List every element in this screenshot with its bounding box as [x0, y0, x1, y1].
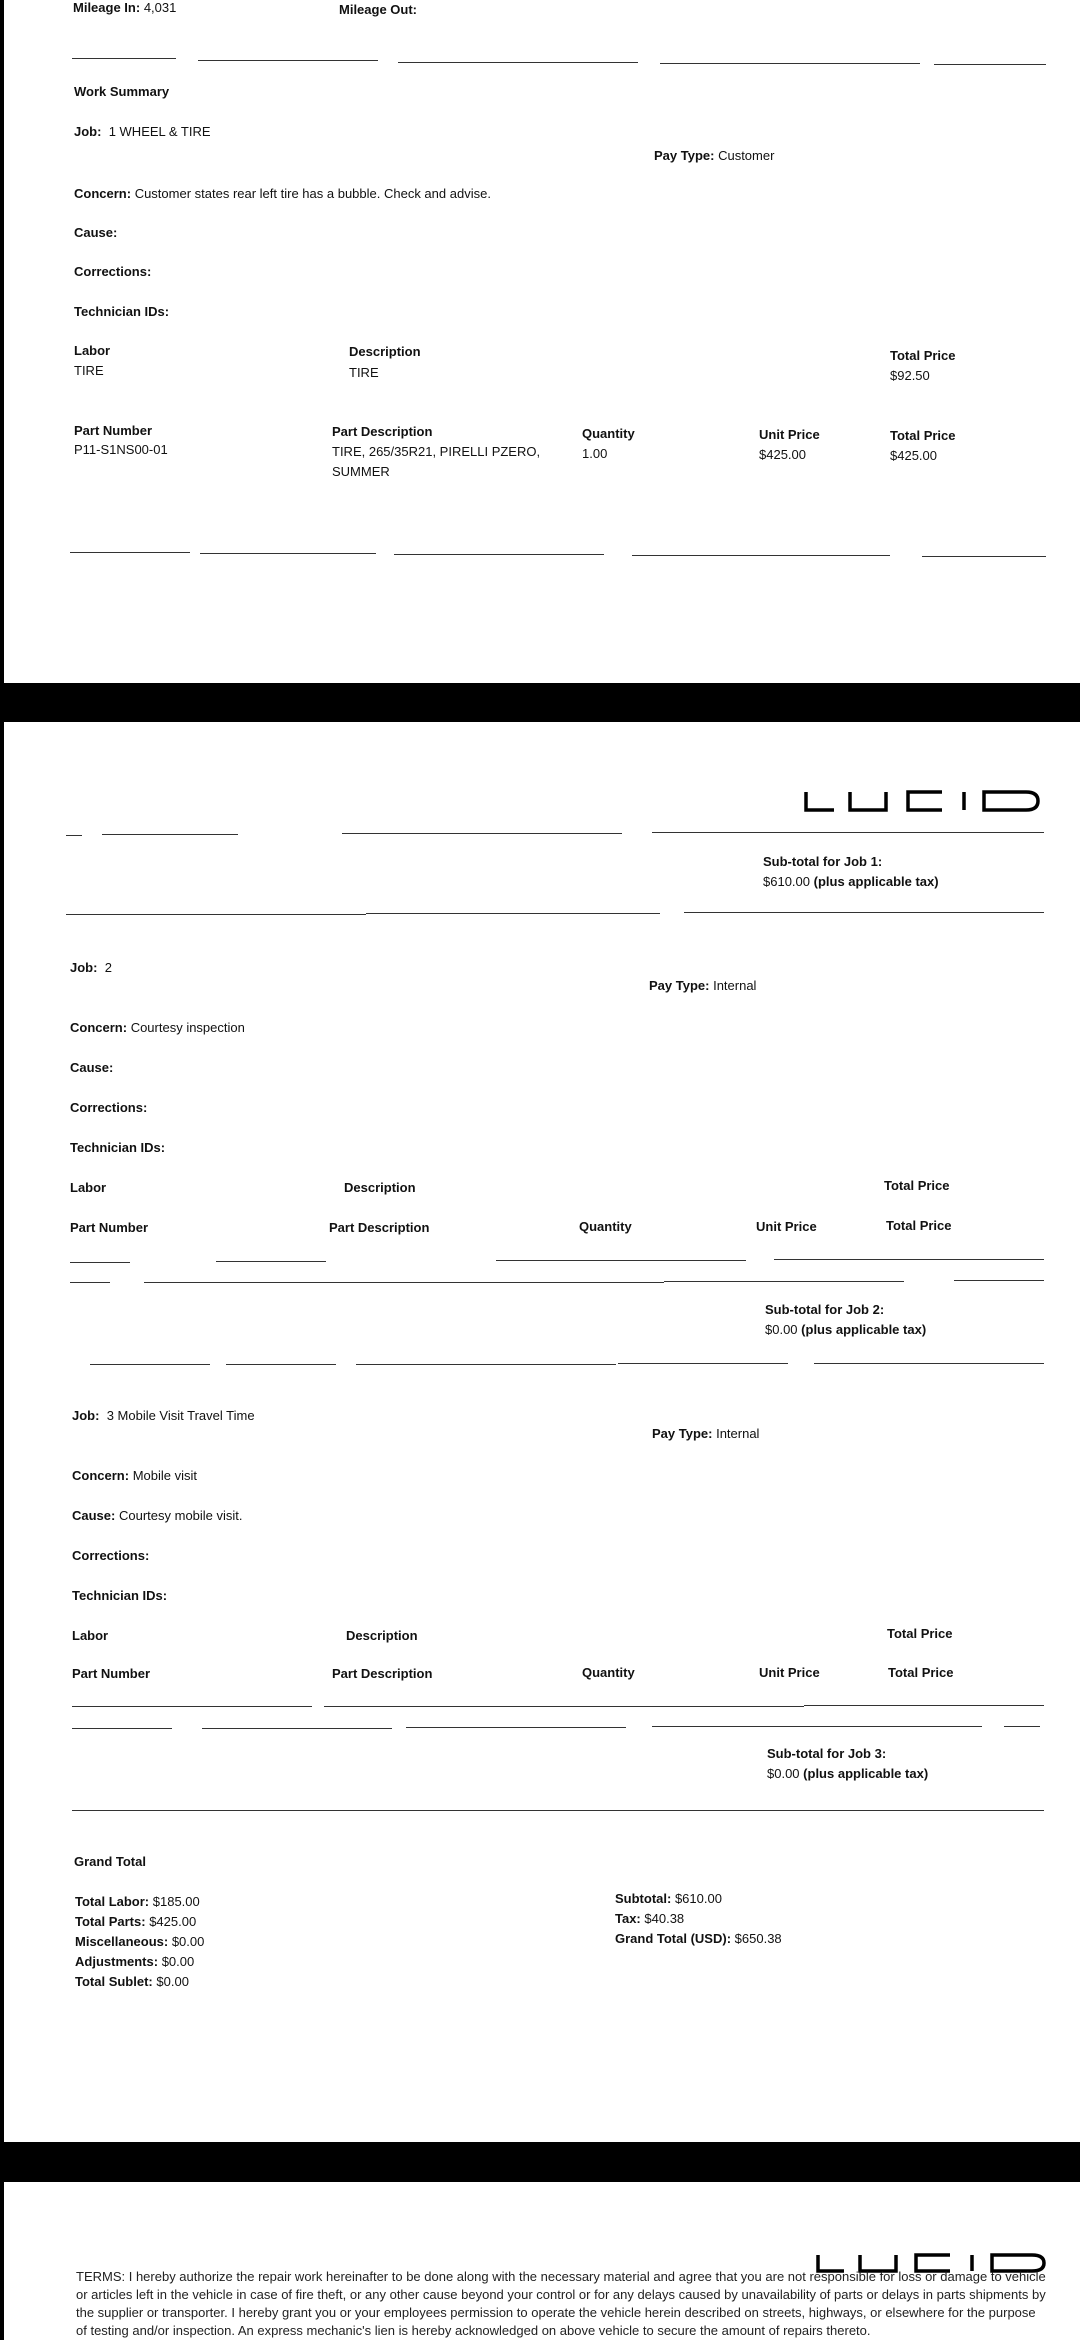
total-parts: Total Parts: $425.00: [75, 1914, 197, 1929]
labor-value: TIRE: [74, 363, 104, 378]
job-2-technician-label: Technician IDs:: [70, 1140, 166, 1155]
divider: [652, 1726, 982, 1727]
part-total-value: $425.00: [890, 448, 937, 463]
job-1-subtotal-label: Sub-total for Job 1:: [763, 854, 883, 869]
lucid-logo-mark: [804, 788, 1040, 814]
labor-header: Labor: [74, 343, 111, 358]
job-3-part-total-header: Total Price: [888, 1665, 954, 1680]
invoice-page-1: [4, 0, 1080, 683]
job-3-subtotal-label: Sub-total for Job 3:: [767, 1746, 887, 1761]
job-2-part-number-header: Part Number: [70, 1220, 149, 1235]
job-3-part-description-header: Part Description: [332, 1666, 433, 1681]
grand-total-heading: Grand Total: [74, 1854, 146, 1869]
part-description-line2: SUMMER: [332, 464, 390, 479]
divider: [632, 555, 890, 556]
grand-total-usd: Grand Total (USD): $650.38: [615, 1931, 782, 1946]
job-2-part-total-header: Total Price: [886, 1218, 952, 1233]
divider: [664, 1281, 904, 1282]
divider: [356, 1364, 616, 1365]
invoice-page-3: [4, 2182, 1080, 2340]
divider: [954, 1280, 1044, 1281]
divider: [226, 1364, 336, 1365]
part-description-line1: TIRE, 265/35R21, PIRELLI PZERO,: [332, 444, 541, 459]
subtotal: Subtotal: $610.00: [615, 1891, 722, 1906]
job-1-title: Job: 1 WHEEL & TIRE: [74, 124, 211, 139]
job-3-total-price-header: Total Price: [887, 1626, 953, 1641]
tax: Tax: $40.38: [615, 1911, 685, 1926]
divider: [72, 1728, 172, 1729]
divider: [198, 60, 378, 61]
labor-total-header: Total Price: [890, 348, 956, 363]
unit-price-value: $425.00: [759, 447, 806, 462]
job-2-part-description-header: Part Description: [329, 1220, 430, 1235]
divider: [1004, 1726, 1040, 1727]
invoice-page-2: [4, 722, 1080, 2142]
divider: [144, 1282, 664, 1283]
miscellaneous: Miscellaneous: $0.00: [75, 1934, 205, 1949]
job-3-quantity-header: Quantity: [582, 1665, 635, 1680]
divider: [102, 834, 238, 835]
divider: [496, 1260, 746, 1261]
divider: [66, 835, 82, 836]
part-number-header: Part Number: [74, 423, 153, 438]
job-3-labor-header: Labor: [72, 1628, 109, 1643]
job-3-concern: Concern: Mobile visit: [72, 1468, 197, 1483]
divider: [406, 1727, 626, 1728]
job-3-part-number-header: Part Number: [72, 1666, 151, 1681]
job-3-description-header: Description: [346, 1628, 418, 1643]
job-1-pay-type: Pay Type: Customer: [654, 148, 775, 163]
divider: [90, 1364, 210, 1365]
lucid-logo: [804, 788, 1040, 819]
job-1-cause-label: Cause:: [74, 225, 118, 240]
divider: [72, 1706, 312, 1707]
quantity-value: 1.00: [582, 446, 608, 461]
job-1-corrections-label: Corrections:: [74, 264, 152, 279]
job-2-unit-price-header: Unit Price: [756, 1219, 817, 1234]
job-2-pay-type: Pay Type: Internal: [649, 978, 757, 993]
divider: [398, 62, 638, 63]
divider: [814, 1363, 1044, 1364]
divider: [70, 552, 190, 553]
job-2-subtotal-label: Sub-total for Job 2:: [765, 1302, 885, 1317]
divider: [774, 1259, 1044, 1260]
divider: [216, 1261, 326, 1262]
divider: [342, 833, 622, 834]
divider: [618, 1363, 788, 1364]
job-3-title: Job: 3 Mobile Visit Travel Time: [72, 1408, 255, 1423]
work-summary-heading: Work Summary: [74, 84, 170, 99]
unit-price-header: Unit Price: [759, 427, 820, 442]
divider: [324, 1706, 804, 1707]
job-2-corrections-label: Corrections:: [70, 1100, 148, 1115]
divider: [922, 556, 1046, 557]
mileage-out-label: Mileage Out:: [339, 2, 418, 17]
job-3-subtotal: $0.00 (plus applicable tax): [767, 1766, 929, 1781]
job-2-quantity-header: Quantity: [579, 1219, 632, 1234]
adjustments: Adjustments: $0.00: [75, 1954, 195, 1969]
divider: [72, 58, 176, 59]
quantity-header: Quantity: [582, 426, 635, 441]
job-2-description-header: Description: [344, 1180, 416, 1195]
job-3-pay-type: Pay Type: Internal: [652, 1426, 760, 1441]
job-3-unit-price-header: Unit Price: [759, 1665, 820, 1680]
job-2-subtotal: $0.00 (plus applicable tax): [765, 1322, 927, 1337]
divider: [200, 553, 376, 554]
job-2-title: Job: 2: [70, 960, 112, 975]
divider: [202, 1728, 392, 1729]
divider: [652, 832, 1044, 833]
job-1-concern: Concern: Customer states rear left tire has a bubble. Check and advise.: [74, 186, 491, 201]
job-3-technician-label: Technician IDs:: [72, 1588, 168, 1603]
divider: [804, 1705, 1044, 1706]
divider: [70, 1262, 130, 1263]
job-3-corrections-label: Corrections:: [72, 1548, 150, 1563]
description-value: TIRE: [349, 365, 379, 380]
divider: [366, 913, 660, 914]
total-labor: Total Labor: $185.00: [75, 1894, 200, 1909]
job-2-labor-header: Labor: [70, 1180, 107, 1195]
divider: [660, 63, 920, 64]
job-2-total-price-header: Total Price: [884, 1178, 950, 1193]
divider: [70, 1282, 110, 1283]
divider: [66, 914, 366, 915]
description-header: Description: [349, 344, 421, 359]
divider: [684, 912, 1044, 913]
part-description-header: Part Description: [332, 424, 433, 439]
total-sublet: Total Sublet: $0.00: [75, 1974, 189, 1989]
divider: [394, 554, 604, 555]
divider: [72, 1810, 1044, 1811]
part-number-value: P11-S1NS00-01: [74, 442, 168, 457]
job-1-subtotal: $610.00 (plus applicable tax): [763, 874, 939, 889]
job-2-concern: Concern: Courtesy inspection: [70, 1020, 245, 1035]
labor-total-value: $92.50: [890, 368, 930, 383]
job-2-cause-label: Cause:: [70, 1060, 114, 1075]
terms-text: TERMS: I hereby authorize the repair work hereinafter to be done along with the necessary material and agree that you are not responsible for loss or damage to vehicle or articles left in the vehicle in case of fire theft, or any other cause beyond your control or for any delays caused by unavailability of parts or delays in parts shipments by the supplier or transporter. I hereby grant you or your employees permission to operate the vehicle herein described on streets, highways, or elsewhere for the purpose of testing and/or inspection. An express mechanic's lien is hereby acknowledged on above vehicle to secure the amount of repairs thereto.: [76, 2269, 1046, 2338]
job-3-cause: Cause: Courtesy mobile visit.: [72, 1508, 243, 1523]
part-total-header: Total Price: [890, 428, 956, 443]
job-1-technician-label: Technician IDs:: [74, 304, 170, 319]
divider: [934, 64, 1046, 65]
mileage-in: Mileage In: 4,031: [73, 0, 177, 15]
